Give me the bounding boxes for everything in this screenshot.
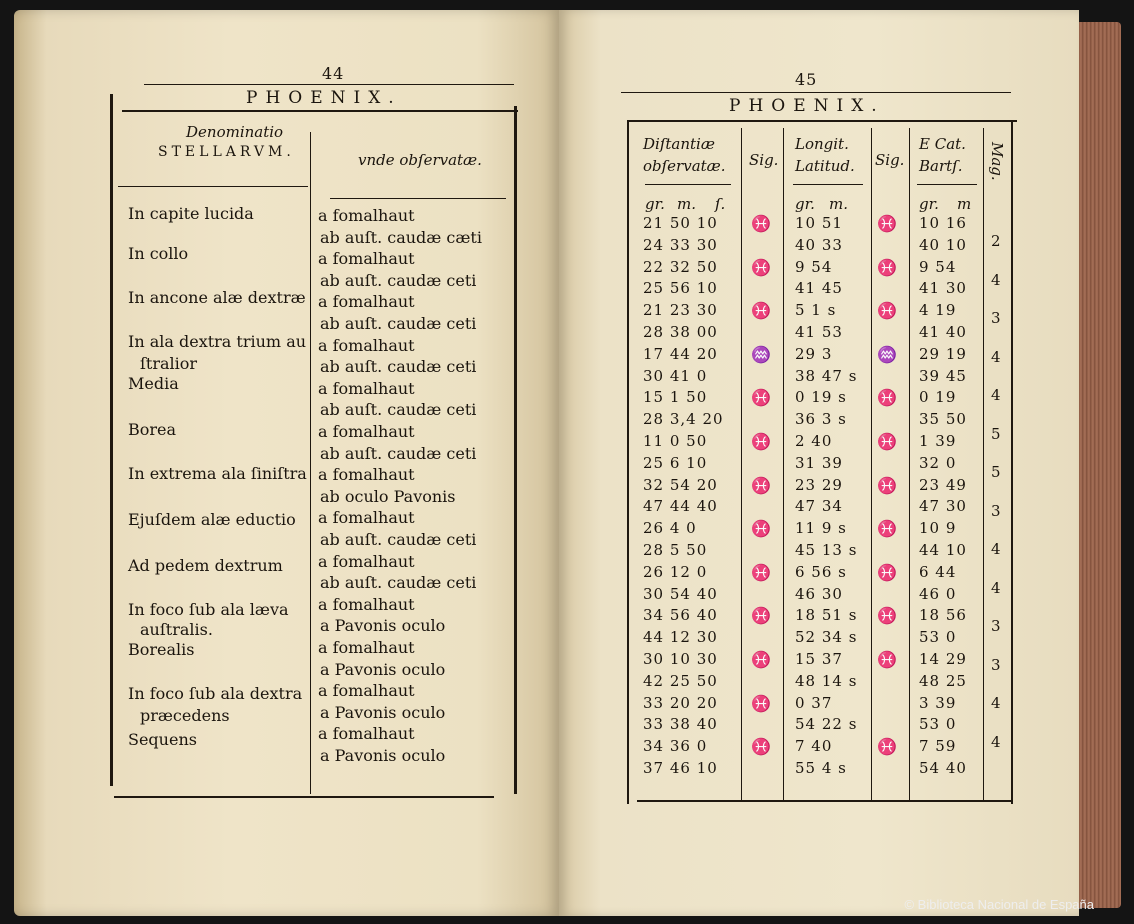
page-number-left: 44 xyxy=(322,64,345,83)
observation-reference: a fomalhaut xyxy=(318,465,415,484)
catalog-value: 54 40 xyxy=(919,759,967,777)
catalog-value: 32 0 xyxy=(919,454,957,472)
bottom-rule xyxy=(114,796,494,798)
distance-value: 37 46 10 xyxy=(643,759,718,777)
catalog-value: 39 45 xyxy=(919,367,967,385)
observation-reference: a fomalhaut xyxy=(318,552,415,571)
longitude-latitude-value: 38 47 s xyxy=(795,367,858,385)
header-distantia-1: Diſtantiæ xyxy=(643,135,715,153)
catalog-value: 41 40 xyxy=(919,323,967,341)
observation-reference: ab auſt. caudæ cæti xyxy=(320,228,482,247)
zodiac-sign-2: ♓ xyxy=(877,563,897,582)
unit-m3: m xyxy=(957,195,972,213)
catalog-value: 3 39 xyxy=(919,694,957,712)
catalog-value: 7 59 xyxy=(919,737,957,755)
magnitude-value: 4 xyxy=(991,348,1001,366)
star-label: Media xyxy=(128,374,179,393)
running-title-right: PHOENIX. xyxy=(729,96,885,116)
observation-reference: a fomalhaut xyxy=(318,249,415,268)
observation-reference: ab auſt. caudæ ceti xyxy=(320,573,477,592)
zodiac-sign-2: ♓ xyxy=(877,519,897,538)
distance-value: 24 33 30 xyxy=(643,236,718,254)
unit-s: ſ. xyxy=(715,195,726,213)
zodiac-sign: ♓ xyxy=(751,650,771,669)
page-number-right: 45 xyxy=(795,70,818,89)
left-page xyxy=(14,10,559,916)
header-latitud: Latitud. xyxy=(795,157,855,175)
observation-reference: a fomalhaut xyxy=(318,206,415,225)
catalog-value: 53 0 xyxy=(919,628,957,646)
distance-value: 30 10 30 xyxy=(643,650,718,668)
longitude-latitude-value: 47 34 xyxy=(795,497,843,515)
column-divider xyxy=(310,132,311,794)
zodiac-sign: ♓ xyxy=(751,476,771,495)
distance-value: 42 25 50 xyxy=(643,672,718,690)
observation-reference: a fomalhaut xyxy=(318,724,415,743)
longitude-latitude-value: 10 51 xyxy=(795,214,843,232)
star-label-continued: auſtralis. xyxy=(140,620,213,639)
longitude-latitude-value: 7 40 xyxy=(795,737,833,755)
distance-value: 32 54 20 xyxy=(643,476,718,494)
longitude-latitude-value: 48 14 s xyxy=(795,672,858,690)
catalog-value: 18 56 xyxy=(919,606,967,624)
distance-value: 47 44 40 xyxy=(643,497,718,515)
magnitude-value: 4 xyxy=(991,271,1001,289)
star-label: In collo xyxy=(128,244,189,263)
observation-reference: ab auſt. caudæ ceti xyxy=(320,357,477,376)
col1-header-line2: STELLARVM. xyxy=(158,144,295,160)
star-label: In foco ſub ala dextra xyxy=(128,684,303,703)
top-rule xyxy=(144,84,514,85)
header-underline-1 xyxy=(645,184,731,185)
catalog-value: 40 10 xyxy=(919,236,967,254)
title-rule-right xyxy=(627,120,1017,122)
distance-value: 17 44 20 xyxy=(643,345,718,363)
star-label-continued: præcedens xyxy=(140,706,230,725)
observation-reference: a fomalhaut xyxy=(318,422,415,441)
magnitude-value: 4 xyxy=(991,579,1001,597)
zodiac-sign: ♓ xyxy=(751,388,771,407)
longitude-latitude-value: 36 3 s xyxy=(795,410,847,428)
catalog-value: 53 0 xyxy=(919,715,957,733)
catalog-value: 10 9 xyxy=(919,519,957,537)
star-label: Sequens xyxy=(128,730,197,749)
magnitude-value: 2 xyxy=(991,232,1001,250)
distance-value: 30 41 0 xyxy=(643,367,708,385)
open-book xyxy=(14,10,1120,916)
right-border xyxy=(514,106,517,794)
zodiac-sign-2: ♓ xyxy=(877,388,897,407)
longitude-latitude-value: 40 33 xyxy=(795,236,843,254)
distance-value: 21 50 10 xyxy=(643,214,718,232)
header-sig2: Sig. xyxy=(875,151,905,169)
observation-reference: ab auſt. caudæ ceti xyxy=(320,314,477,333)
observation-reference: a fomalhaut xyxy=(318,638,415,657)
star-label: Borealis xyxy=(128,640,195,659)
catalog-value: 23 49 xyxy=(919,476,967,494)
catalog-value: 35 50 xyxy=(919,410,967,428)
observation-reference: a Pavonis oculo xyxy=(320,746,446,765)
longitude-latitude-value: 0 19 s xyxy=(795,388,847,406)
table-bottom-rule xyxy=(637,800,1011,802)
magnitude-value: 5 xyxy=(991,463,1001,481)
longitude-latitude-value: 0 37 xyxy=(795,694,833,712)
magnitude-value: 3 xyxy=(991,656,1001,674)
zodiac-sign: ♓ xyxy=(751,301,771,320)
zodiac-sign: ♓ xyxy=(751,519,771,538)
zodiac-sign: ♓ xyxy=(751,563,771,582)
header-rule-1 xyxy=(118,186,308,187)
longitude-latitude-value: 2 40 xyxy=(795,432,833,450)
zodiac-sign-2: ♓ xyxy=(877,214,897,233)
magnitude-value: 4 xyxy=(991,733,1001,751)
longitude-latitude-value: 41 45 xyxy=(795,279,843,297)
header-rule-2 xyxy=(330,198,506,199)
header-underline-3 xyxy=(917,184,977,185)
star-label: In extrema ala ſiniſtra xyxy=(128,464,307,483)
observation-reference: ab auſt. caudæ ceti xyxy=(320,400,477,419)
divider-5 xyxy=(983,128,984,802)
distance-value: 21 23 30 xyxy=(643,301,718,319)
left-border xyxy=(110,94,113,786)
copyright-watermark: © Biblioteca Nacional de España xyxy=(904,897,1094,912)
magnitude-value: 5 xyxy=(991,425,1001,443)
header-ecat-2: Bartſ. xyxy=(919,157,963,175)
divider-3 xyxy=(871,128,872,802)
page-edges xyxy=(1079,22,1121,908)
top-rule-right xyxy=(621,92,1011,93)
distance-value: 34 56 40 xyxy=(643,606,718,624)
header-distantia-2: obſervatæ. xyxy=(643,157,726,175)
longitude-latitude-value: 55 4 s xyxy=(795,759,847,777)
header-longit: Longit. xyxy=(795,135,849,153)
unit-gr2: gr. xyxy=(795,195,815,213)
catalog-value: 48 25 xyxy=(919,672,967,690)
distance-value: 28 38 00 xyxy=(643,323,718,341)
zodiac-sign: ♓ xyxy=(751,432,771,451)
divider-2 xyxy=(783,128,784,802)
table-right-border xyxy=(1011,120,1013,804)
distance-value: 30 54 40 xyxy=(643,585,718,603)
longitude-latitude-value: 11 9 s xyxy=(795,519,847,537)
catalog-value: 47 30 xyxy=(919,497,967,515)
zodiac-sign-2: ♒ xyxy=(877,345,897,364)
observation-reference: a fomalhaut xyxy=(318,595,415,614)
unit-gr3: gr. xyxy=(919,195,939,213)
unit-m: m. xyxy=(677,195,696,213)
distance-value: 25 56 10 xyxy=(643,279,718,297)
magnitude-value: 3 xyxy=(991,617,1001,635)
magnitude-value: 3 xyxy=(991,502,1001,520)
star-label: In foco ſub ala læva xyxy=(128,600,289,619)
observation-reference: a Pavonis oculo xyxy=(320,703,446,722)
zodiac-sign-2: ♓ xyxy=(877,301,897,320)
star-label: In ancone alæ dextræ xyxy=(128,288,306,307)
distance-value: 33 20 20 xyxy=(643,694,718,712)
col2-header: vnde obſervatæ. xyxy=(358,151,482,169)
table-left-border xyxy=(627,120,629,804)
catalog-value: 1 39 xyxy=(919,432,957,450)
divider-1 xyxy=(741,128,742,802)
zodiac-sign-2: ♓ xyxy=(877,432,897,451)
zodiac-sign: ♓ xyxy=(751,694,771,713)
distance-value: 26 12 0 xyxy=(643,563,708,581)
distance-value: 22 32 50 xyxy=(643,258,718,276)
observation-reference: a Pavonis oculo xyxy=(320,616,446,635)
catalog-value: 6 44 xyxy=(919,563,957,581)
zodiac-sign: ♒ xyxy=(751,345,771,364)
longitude-latitude-value: 5 1 s xyxy=(795,301,837,319)
star-label: In capite lucida xyxy=(128,204,254,223)
observation-reference: ab auſt. caudæ ceti xyxy=(320,530,477,549)
longitude-latitude-value: 52 34 s xyxy=(795,628,858,646)
zodiac-sign-2: ♓ xyxy=(877,258,897,277)
catalog-value: 14 29 xyxy=(919,650,967,668)
magnitude-value: 4 xyxy=(991,694,1001,712)
distance-value: 28 5 50 xyxy=(643,541,708,559)
divider-4 xyxy=(909,128,910,802)
distance-value: 34 36 0 xyxy=(643,737,708,755)
magnitude-value: 3 xyxy=(991,309,1001,327)
longitude-latitude-value: 15 37 xyxy=(795,650,843,668)
header-underline-2 xyxy=(793,184,863,185)
longitude-latitude-value: 45 13 s xyxy=(795,541,858,559)
longitude-latitude-value: 54 22 s xyxy=(795,715,858,733)
longitude-latitude-value: 23 29 xyxy=(795,476,843,494)
star-label-continued: ſtralior xyxy=(140,354,198,373)
catalog-value: 44 10 xyxy=(919,541,967,559)
zodiac-sign-2: ♓ xyxy=(877,650,897,669)
zodiac-sign: ♓ xyxy=(751,258,771,277)
star-label: In ala dextra trium au xyxy=(128,332,307,351)
catalog-value: 9 54 xyxy=(919,258,957,276)
star-label: Ejuſdem alæ eductio xyxy=(128,510,296,529)
catalog-value: 0 19 xyxy=(919,388,957,406)
distance-value: 26 4 0 xyxy=(643,519,697,537)
observation-reference: ab oculo Pavonis xyxy=(320,487,456,506)
catalog-value: 41 30 xyxy=(919,279,967,297)
magnitude-value: 4 xyxy=(991,540,1001,558)
zodiac-sign-2: ♓ xyxy=(877,606,897,625)
header-ecat-1: E Cat. xyxy=(919,135,966,153)
observation-reference: a fomalhaut xyxy=(318,292,415,311)
longitude-latitude-value: 41 53 xyxy=(795,323,843,341)
longitude-latitude-value: 29 3 xyxy=(795,345,833,363)
right-page xyxy=(559,10,1079,916)
catalog-value: 46 0 xyxy=(919,585,957,603)
star-label: Borea xyxy=(128,420,177,439)
observation-reference: a fomalhaut xyxy=(318,508,415,527)
distance-value: 25 6 10 xyxy=(643,454,708,472)
observation-reference: ab auſt. caudæ ceti xyxy=(320,444,477,463)
star-label: Ad pedem dextrum xyxy=(128,556,283,575)
observation-reference: a fomalhaut xyxy=(318,681,415,700)
zodiac-sign: ♓ xyxy=(751,214,771,233)
distance-value: 11 0 50 xyxy=(643,432,708,450)
longitude-latitude-value: 46 30 xyxy=(795,585,843,603)
zodiac-sign: ♓ xyxy=(751,606,771,625)
distance-value: 15 1 50 xyxy=(643,388,708,406)
catalog-value: 29 19 xyxy=(919,345,967,363)
catalog-value: 10 16 xyxy=(919,214,967,232)
title-rule xyxy=(122,110,518,112)
col1-header-line1: Denominatio xyxy=(186,123,284,141)
observation-reference: ab auſt. caudæ ceti xyxy=(320,271,477,290)
longitude-latitude-value: 9 54 xyxy=(795,258,833,276)
distance-value: 33 38 40 xyxy=(643,715,718,733)
zodiac-sign-2: ♓ xyxy=(877,476,897,495)
zodiac-sign: ♓ xyxy=(751,737,771,756)
running-title-left: PHOENIX. xyxy=(246,88,402,108)
unit-m2: m. xyxy=(829,195,848,213)
longitude-latitude-value: 18 51 s xyxy=(795,606,858,624)
catalog-value: 4 19 xyxy=(919,301,957,319)
magnitude-value: 4 xyxy=(991,386,1001,404)
distance-value: 44 12 30 xyxy=(643,628,718,646)
header-mag: Mag. xyxy=(988,142,1006,181)
unit-gr: gr. xyxy=(645,195,665,213)
longitude-latitude-value: 31 39 xyxy=(795,454,843,472)
observation-reference: a fomalhaut xyxy=(318,336,415,355)
observation-reference: a Pavonis oculo xyxy=(320,660,446,679)
distance-value: 28 3,4 20 xyxy=(643,410,724,428)
header-sig: Sig. xyxy=(749,151,779,169)
zodiac-sign-2: ♓ xyxy=(877,737,897,756)
longitude-latitude-value: 6 56 s xyxy=(795,563,847,581)
observation-reference: a fomalhaut xyxy=(318,379,415,398)
